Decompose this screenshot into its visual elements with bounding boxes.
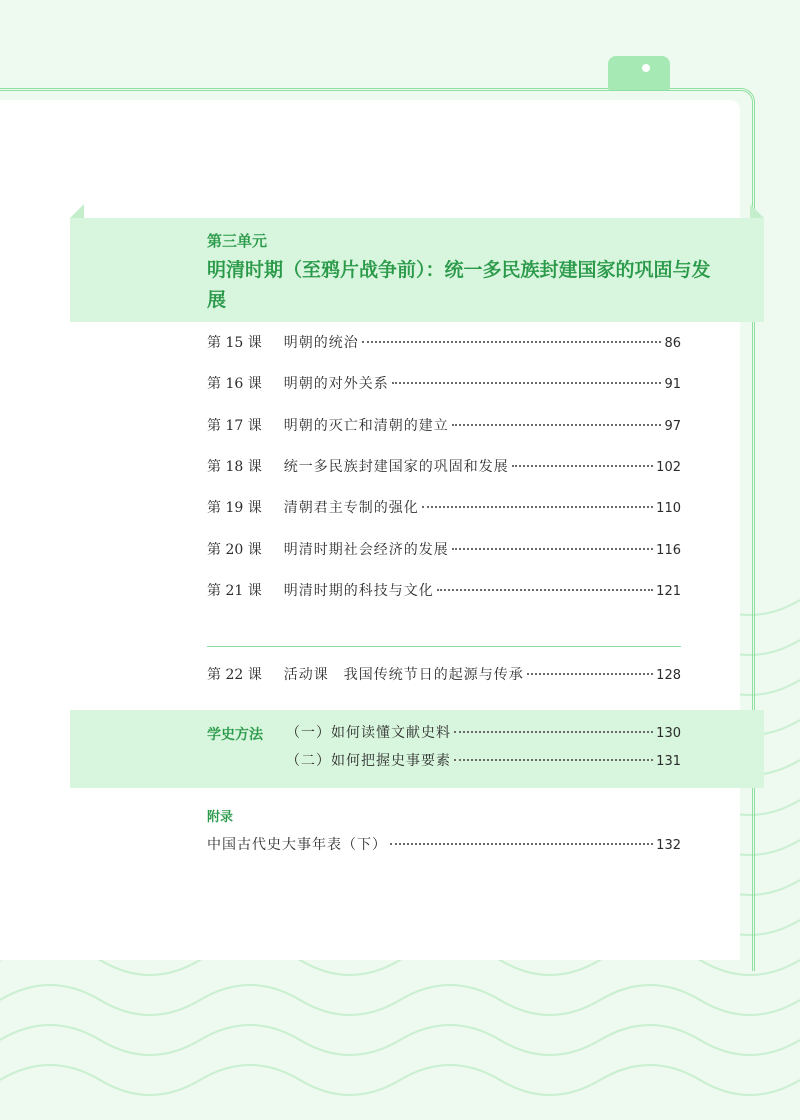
lesson-title: 明朝的灭亡和清朝的建立 <box>283 417 449 434</box>
toc-entry-lesson[interactable] <box>207 456 681 478</box>
bookmark-tab <box>608 56 670 90</box>
leader-dots <box>454 759 653 761</box>
unit-label: 第三单元 <box>207 232 268 250</box>
lesson-title: 明清时期社会经济的发展 <box>283 541 449 558</box>
method-title: （二）如何把握史事要素 <box>286 753 451 769</box>
leader-dots <box>392 382 662 384</box>
lesson-number: 第 18 课 <box>207 458 262 475</box>
lesson-number: 第 16 课 <box>207 376 262 393</box>
lesson-number: 第 15 课 <box>207 335 262 351</box>
toc-entry-activity[interactable] <box>207 664 681 686</box>
lesson-title: 清朝君主专制的强化 <box>283 500 419 517</box>
lesson-number: 第 17 课 <box>207 417 262 434</box>
leader-dots <box>454 731 653 733</box>
toc-entry-lesson[interactable] <box>207 580 681 602</box>
bookmark-tab-hole <box>642 64 650 72</box>
toc-entry-lesson[interactable] <box>207 539 681 561</box>
appendix-label: 附录 <box>207 810 234 825</box>
lesson-number: 第 22 课 <box>207 667 262 683</box>
lesson-title: 明清时期的科技与文化 <box>283 582 434 599</box>
leader-dots <box>527 673 653 675</box>
page-number: 131 <box>656 754 681 769</box>
page-number: 102 <box>656 459 681 475</box>
page-number: 121 <box>656 583 681 599</box>
toc-entry-appendix[interactable] <box>207 834 681 856</box>
page-number: 128 <box>656 668 681 683</box>
leader-dots <box>422 506 653 508</box>
lesson-number: 第 20 课 <box>207 541 262 558</box>
lesson-number: 第 19 课 <box>207 500 262 517</box>
section-divider <box>207 646 681 647</box>
unit-title: 明清时期（至鸦片战争前）：统一多民族封建国家的巩固与发展 <box>207 259 711 311</box>
method-label: 学史方法 <box>207 727 263 743</box>
lesson-title: 活动课 我国传统节日的起源与传承 <box>283 667 524 683</box>
toc-entry-method-1[interactable] <box>286 722 681 744</box>
lesson-number: 第 21 课 <box>207 582 262 599</box>
band-fold-left <box>70 204 84 218</box>
appendix-title: 中国古代史大事年表（下） <box>207 837 387 853</box>
page-number: 110 <box>656 501 681 517</box>
method-title: （一）如何读懂文献史料 <box>286 725 451 741</box>
leader-dots <box>362 341 662 343</box>
lesson-title: 明朝的对外关系 <box>283 376 389 393</box>
lesson-title: 明朝的统治 <box>283 335 359 351</box>
leader-dots <box>452 424 662 426</box>
page-number: 130 <box>656 726 681 741</box>
toc-entry-lesson[interactable] <box>207 332 681 354</box>
page-number: 97 <box>664 418 681 434</box>
toc-entry-lesson[interactable] <box>207 497 681 519</box>
band-fold-right <box>750 204 764 218</box>
leader-dots <box>452 548 653 550</box>
toc-entry-lesson[interactable] <box>207 373 681 395</box>
toc-entry-method-2[interactable] <box>286 750 681 772</box>
toc-entry-lesson[interactable] <box>207 415 681 437</box>
page-number: 86 <box>664 336 681 351</box>
page-number: 116 <box>656 542 681 558</box>
page-number: 91 <box>664 377 681 393</box>
lesson-title: 统一多民族封建国家的巩固和发展 <box>283 458 509 475</box>
page-number: 132 <box>656 838 681 853</box>
leader-dots <box>437 589 653 591</box>
leader-dots <box>390 843 653 845</box>
leader-dots <box>512 465 653 467</box>
